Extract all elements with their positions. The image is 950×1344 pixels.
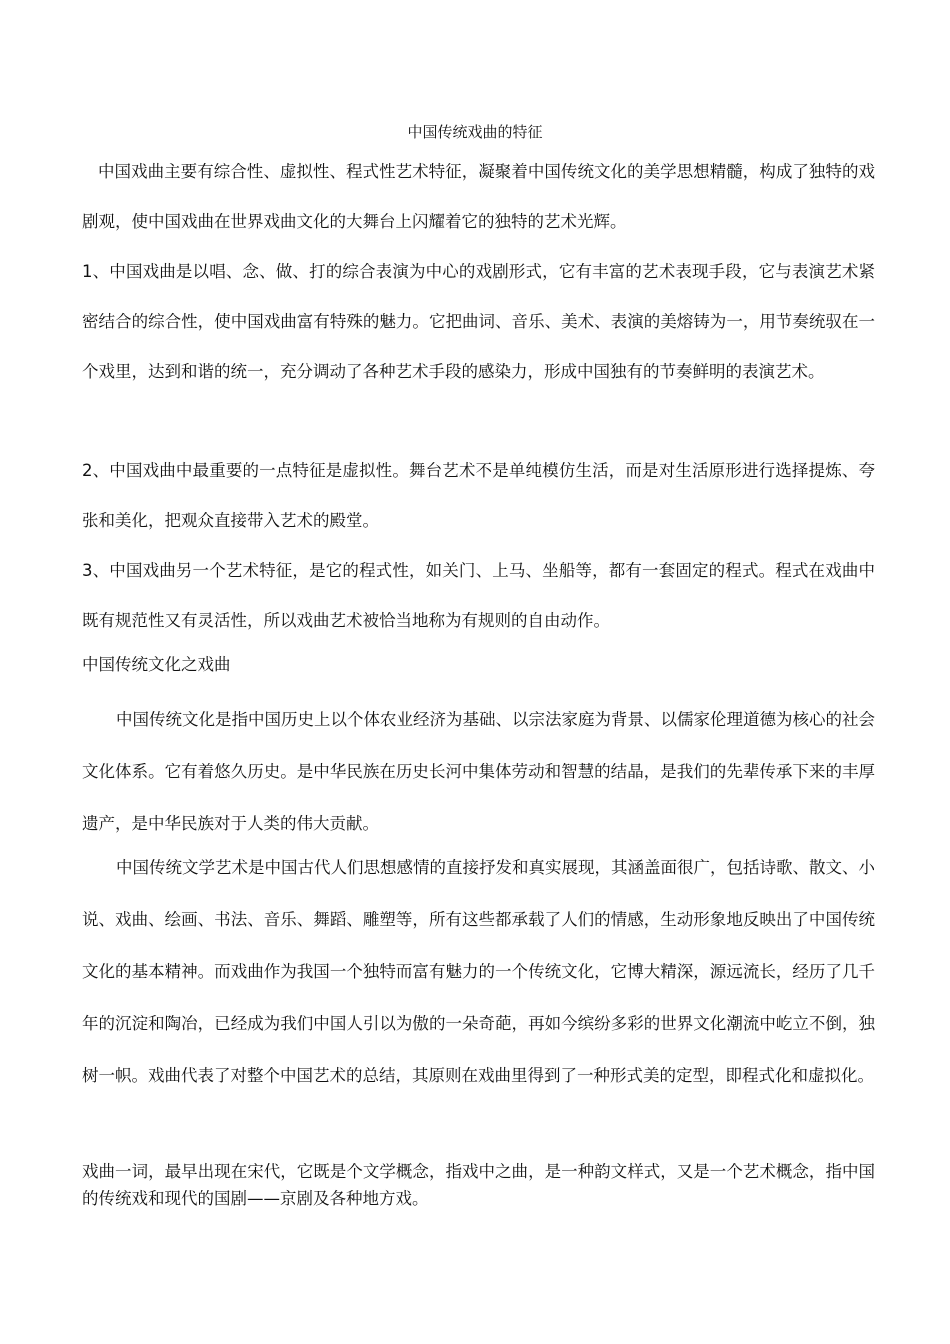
culture-paragraph-1: 中国传统文化是指中国历史上以个体农业经济为基础、以宗法家庭为背景、以儒家伦理道德为核心的社会文化体系。它有着悠久历史。是中华民族在历史长河中集体劳动和智慧的结晶，是我们的先辈传承下来的丰厚遗产，是中华民族对于人类的伟大贡献。 bbox=[82, 710, 875, 833]
intro-paragraph: 中国戏曲主要有综合性、虚拟性、程式性艺术特征，凝聚着中国传统文化的美学思想精髓，构成了独特的戏剧观，使中国戏曲在世界戏曲文化的大舞台上闪耀着它的独特的艺术光辉。 bbox=[82, 162, 875, 231]
culture-paragraph-2: 中国传统文学艺术是中国古代人们思想感情的直接抒发和真实展现，其涵盖面很广，包括诗歌、散文、小说、戏曲、绘画、书法、音乐、舞蹈、雕塑等，所有这些都承载了人们的情感，生动形象地反映出了中国传统文化的基本精神。而戏曲作为我国一个独特而富有魅力的一个传统文化，它博大精深，源远流长，经历了几千年的沉淀和陶冶，已经成为我们中国人引以为傲的一朵奇葩，再如今缤纷多彩的世界文化潮流中屹立不倒，独树一帜。戏曲代表了对整个中国艺术的总结，其原则在戏曲里得到了一种形式美的定型，即程式化和虚拟化。 bbox=[82, 858, 875, 1085]
point-3-paragraph: 3、中国戏曲另一个艺术特征，是它的程式性，如关门、上马、坐船等，都有一套固定的程式。程式在戏曲中既有规范性又有灵活性，所以戏曲艺术被恰当地称为有规则的自由动作。 bbox=[82, 561, 875, 630]
section-subheading: 中国传统文化之戏曲 bbox=[82, 655, 231, 674]
closing-paragraph: 戏曲一词，最早出现在宋代，它既是个文学概念，指戏中之曲，是一种韵文样式，又是一个艺术概念，指中国的传统戏和现代的国剧——京剧及各种地方戏。 bbox=[82, 1162, 875, 1208]
document-title: 中国传统戏曲的特征 bbox=[407, 123, 543, 141]
point-2-paragraph: 2、中国戏曲中最重要的一点特征是虚拟性。舞台艺术不是单纯模仿生活，而是对生活原形进行选择提炼、夸张和美化，把观众直接带入艺术的殿堂。 bbox=[82, 461, 875, 530]
point-1-paragraph: 1、中国戏曲是以唱、念、做、打的综合表演为中心的戏剧形式，它有丰富的艺术表现手段，它与表演艺术紧密结合的综合性，使中国戏曲富有特殊的魅力。它把曲词、音乐、美术、表演的美熔铸为一，用节奏统驭在一个戏里，达到和谐的统一，充分调动了各种艺术手段的感染力，形成中国独有的节奏鲜明的表演艺术。 bbox=[82, 262, 875, 381]
